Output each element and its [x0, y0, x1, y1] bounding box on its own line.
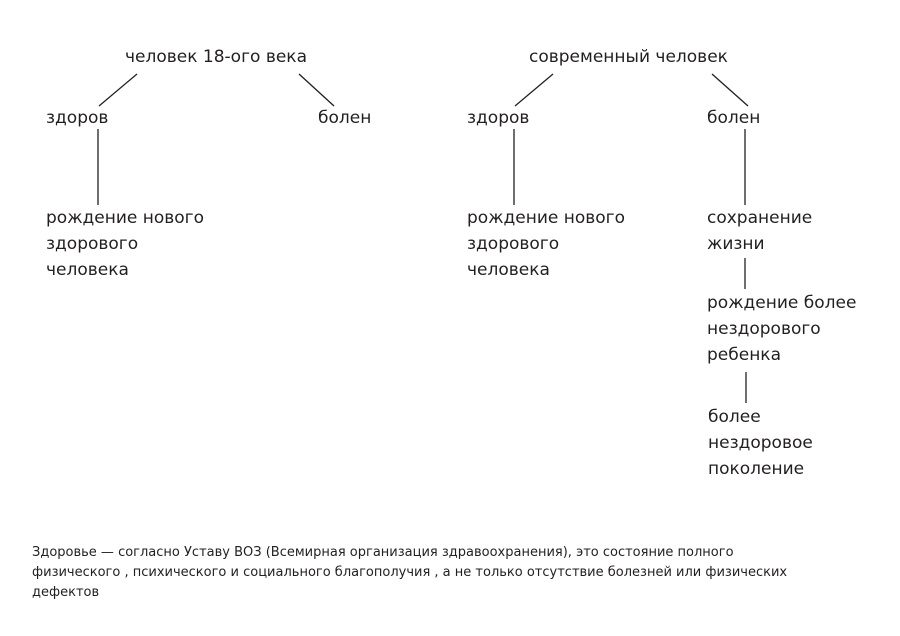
right-healthy-label — [467, 105, 529, 131]
right-root-label — [529, 44, 728, 70]
right-healthy-outcome — [467, 205, 625, 283]
left-healthy-outcome — [46, 205, 204, 283]
left-healthy-text: здоров — [46, 108, 109, 128]
footnote-line-2: физического , психического и социального благополучия , а не только отсутствие болезней или физических — [32, 565, 788, 580]
connector-left-root-to-sick — [299, 74, 334, 106]
right-step-3-line-2: нездоровое — [708, 433, 813, 453]
right-step-2-line-2: нездорового — [707, 319, 821, 339]
left-sick-label — [318, 105, 371, 131]
right-step-1-line-2: жизни — [707, 234, 765, 254]
right-sick-step-2 — [707, 290, 856, 368]
left-outcome-line-3: человека — [46, 260, 129, 280]
right-outcome-line-2: здорового — [467, 234, 560, 254]
left-root-text: человек 18-ого века — [125, 47, 307, 67]
right-step-3-line-1: более — [708, 407, 761, 427]
connector-right-root-to-healthy — [515, 74, 553, 106]
footnote-line-1: Здоровье — согласно Уставу ВОЗ (Всемирная организация здравоохранения), это состояние полного — [32, 545, 734, 560]
left-root-label — [125, 44, 307, 70]
right-sick-text: болен — [707, 108, 761, 128]
connector-right-root-to-sick — [712, 74, 748, 106]
right-sick-step-1 — [707, 205, 812, 257]
right-healthy-text: здоров — [467, 108, 530, 128]
left-sick-text: болен — [318, 108, 372, 128]
right-outcome-line-1: рождение нового — [467, 208, 626, 228]
right-sick-step-3 — [708, 404, 813, 482]
right-root-text: современный человек — [529, 47, 728, 67]
right-outcome-line-3: человека — [467, 260, 550, 280]
left-healthy-label — [46, 105, 108, 131]
right-step-1-line-1: сохранение — [707, 208, 813, 228]
right-step-3-line-3: поколение — [708, 459, 805, 479]
left-outcome-line-1: рождение нового — [46, 208, 205, 228]
health-definition-footnote — [32, 543, 862, 603]
right-step-2-line-1: рождение более — [707, 293, 857, 313]
left-outcome-line-2: здорового — [46, 234, 139, 254]
right-step-2-line-3: ребенка — [707, 345, 781, 365]
connector-left-root-to-healthy — [99, 74, 137, 106]
footnote-line-3: дефектов — [32, 585, 100, 600]
right-sick-label — [707, 105, 760, 131]
